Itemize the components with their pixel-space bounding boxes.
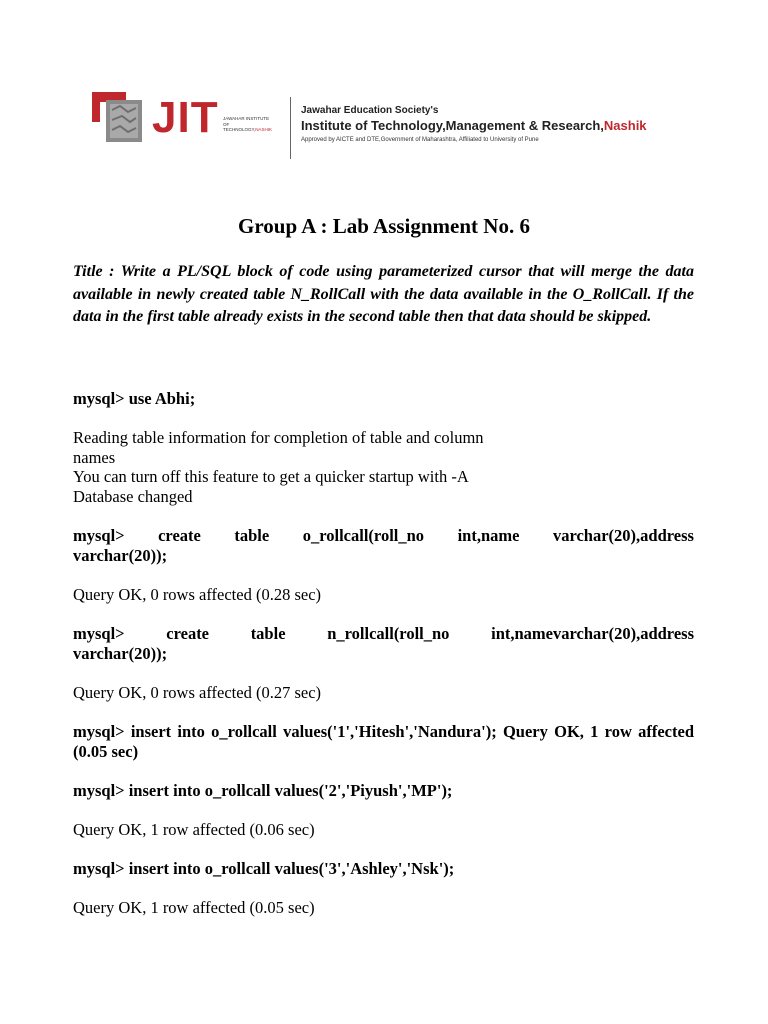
cmd-create-n-rollcall: mysql> create table n_rollcall(roll_no int,namevarchar(20),address varchar(20)); <box>73 624 694 663</box>
info-output: Reading table information for completion of table and column names You can turn off this feature to get a quicker startup with -A Database changed <box>73 428 484 506</box>
cmd-create-o-rollcall: mysql> create table o_rollcall(roll_no int,name varchar(20),address varchar(20)); <box>73 526 694 565</box>
result-create-n: Query OK, 0 rows affected (0.27 sec) <box>73 683 322 702</box>
jit-logo-text: JIT <box>152 93 219 142</box>
institute-name: Institute of Technology,Management & Research,Nashik <box>301 118 647 133</box>
cmd-use-db: mysql> use Abhi; <box>73 389 196 408</box>
assignment-heading: Group A : Lab Assignment No. 6 <box>238 214 530 238</box>
header-divider <box>290 97 291 159</box>
result-insert-2: Query OK, 1 row affected (0.06 sec) <box>73 820 315 839</box>
logo-subtitle: JAWAHAR INSTITUTE OF TECHNOLOGY,NASHIK <box>223 116 272 132</box>
society-name: Jawahar Education Society's <box>301 105 439 116</box>
cmd-insert-3: mysql> insert into o_rollcall values('3','Ashley','Nsk'); <box>73 859 455 878</box>
result-insert-3: Query OK, 1 row affected (0.05 sec) <box>73 898 315 917</box>
cmd-insert-2: mysql> insert into o_rollcall values('2','Piyush','MP'); <box>73 781 453 800</box>
result-create-o: Query OK, 0 rows affected (0.28 sec) <box>73 585 322 604</box>
approval-text: Approved by AICTE and DTE,Government of Maharashtra, Affiliated to University of Pune <box>301 137 539 143</box>
institute-info <box>301 104 647 146</box>
assignment-title: Title : Write a PL/SQL block of code using parameterized cursor that will merge the data available in newly created table N_RollCall with the data available in the O_RollCall. If the data in the first table already exists in the second table then that data should be skipped. <box>73 263 694 325</box>
cmd-insert-1: mysql> insert into o_rollcall values('1','Hitesh','Nandura'); Query OK, 1 row affected (0.05 sec) <box>73 722 694 761</box>
jit-logo-mark <box>90 86 146 148</box>
institute-header <box>90 86 700 162</box>
